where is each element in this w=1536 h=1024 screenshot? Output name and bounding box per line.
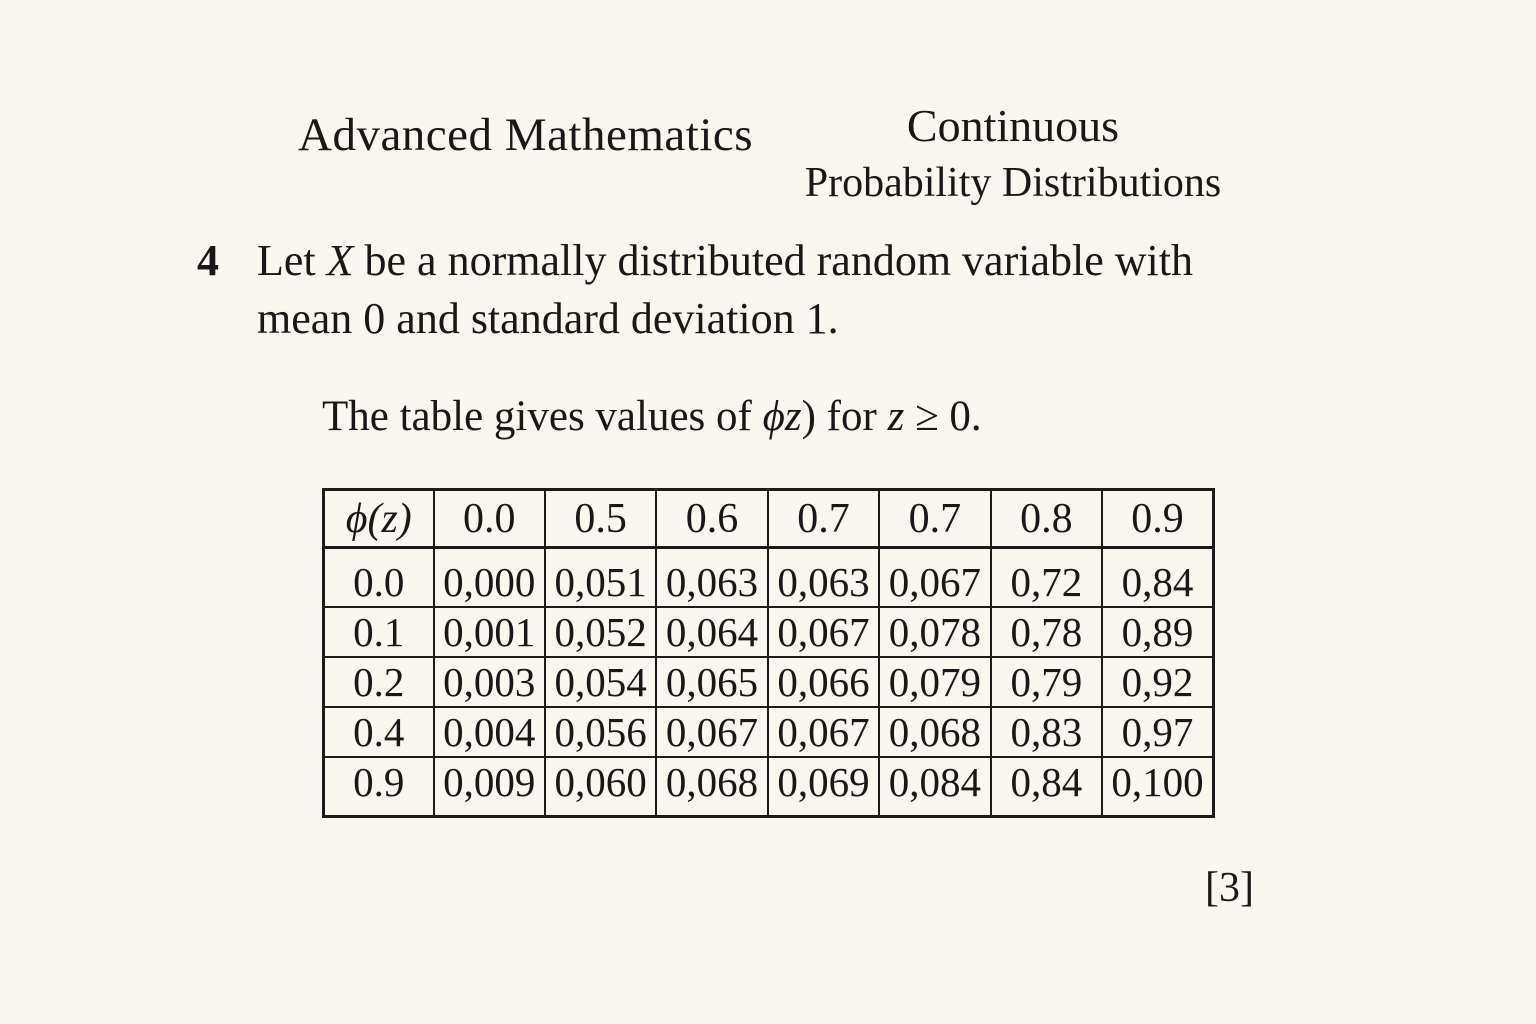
table-cell: 0,052 xyxy=(545,607,656,657)
table-header-cell: 0.0 xyxy=(434,490,545,548)
row-label: 0.9 xyxy=(324,757,434,817)
table-cell: 0,068 xyxy=(879,707,990,757)
table-header-cell: 0.8 xyxy=(991,490,1102,548)
table-cell: 0,003 xyxy=(434,657,545,707)
row-label: 0.4 xyxy=(324,707,434,757)
table-cell: 0,068 xyxy=(656,757,767,817)
question-number: 4 xyxy=(197,236,219,285)
caption-pre: The table gives values of xyxy=(322,393,763,440)
table-cell: 0,064 xyxy=(656,607,767,657)
table-cell: 0,066 xyxy=(768,657,879,707)
caption-phi-z: ϕz xyxy=(762,393,802,440)
table-cell: 0,056 xyxy=(545,707,656,757)
caption-post: ≥ 0. xyxy=(904,393,982,440)
table-cell: 0,83 xyxy=(991,707,1102,757)
table-cell: 0,067 xyxy=(656,707,767,757)
table-header-phi xyxy=(324,490,434,548)
marks-badge: [3] xyxy=(1205,865,1254,911)
table-cell: 0,004 xyxy=(434,707,545,757)
row-label: 0.2 xyxy=(324,657,434,707)
table-cell: 0,79 xyxy=(991,657,1102,707)
table-header-cell: 0.7 xyxy=(879,490,990,548)
table-cell: 0,84 xyxy=(991,757,1102,817)
table-cell: 0,067 xyxy=(768,607,879,657)
topic-line-1: Continuous xyxy=(906,100,1120,151)
table-cell: 0,001 xyxy=(434,607,545,657)
table-cell: 0,009 xyxy=(434,757,545,817)
table-cell: 0,060 xyxy=(545,757,656,817)
table-cell: 0,72 xyxy=(991,548,1102,608)
table-header-cell: 0.9 xyxy=(1102,490,1213,548)
table-row xyxy=(324,707,1214,757)
table-cell: 0,067 xyxy=(768,707,879,757)
course-title: Advanced Mathematics xyxy=(298,109,754,161)
table-cell: 0,084 xyxy=(879,757,990,817)
table-cell: 0,000 xyxy=(434,548,545,608)
caption-z-variable: z xyxy=(887,393,905,440)
table-cell: 0,063 xyxy=(656,548,767,608)
topic-line-2: Probability Distributions xyxy=(804,160,1222,206)
table-cell: 0,100 xyxy=(1102,757,1213,817)
table-cell: 0,079 xyxy=(879,657,990,707)
caption-mid: ) for xyxy=(801,393,888,440)
table-cell: 0,063 xyxy=(768,548,879,608)
table-cell: 0,065 xyxy=(656,657,767,707)
phi-z-label: ϕ(z) xyxy=(345,495,412,542)
topic-title xyxy=(795,100,1231,206)
row-label: 0.0 xyxy=(324,548,434,608)
table-row xyxy=(324,657,1214,707)
probability-table xyxy=(322,488,1215,818)
table-cell: 0,067 xyxy=(879,548,990,608)
question-text xyxy=(257,232,1277,348)
table-header-cell: 0.6 xyxy=(656,490,767,548)
table-row xyxy=(324,757,1214,817)
table-cell: 0,84 xyxy=(1102,548,1213,608)
question-variable-x: X xyxy=(326,236,354,285)
row-label: 0.1 xyxy=(324,607,434,657)
table-cell: 0,97 xyxy=(1102,707,1213,757)
table-caption xyxy=(322,395,982,438)
table-header-cell: 0.7 xyxy=(768,490,879,548)
table-header-row xyxy=(324,490,1214,548)
table-cell: 0,054 xyxy=(545,657,656,707)
table-cell: 0,078 xyxy=(879,607,990,657)
table-cell: 0,78 xyxy=(991,607,1102,657)
table-cell: 0,069 xyxy=(768,757,879,817)
question-text-rest: be a normally distributed random variable with mean 0 and standard deviation 1. xyxy=(257,236,1193,343)
table-row xyxy=(324,548,1214,608)
table-row xyxy=(324,607,1214,657)
question-text-pre: Let xyxy=(257,236,327,285)
table-header-cell: 0.5 xyxy=(545,490,656,548)
table-cell: 0,051 xyxy=(545,548,656,608)
table-cell: 0,92 xyxy=(1102,657,1213,707)
table-cell: 0,89 xyxy=(1102,607,1213,657)
